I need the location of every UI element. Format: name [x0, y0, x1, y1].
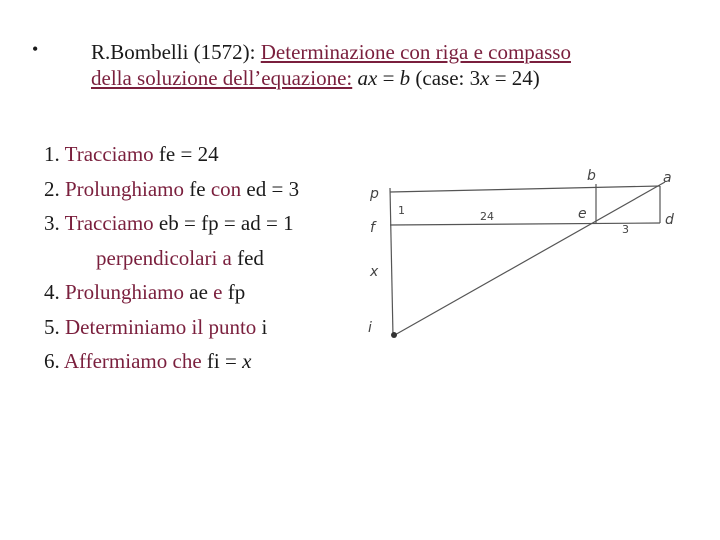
step-verb: Prolunghiamo — [65, 280, 184, 304]
point-i — [391, 332, 397, 338]
label-f: f — [370, 220, 375, 236]
step-verb: Tracciamo — [64, 211, 154, 235]
steps-list — [44, 137, 299, 379]
step-variable: x — [242, 349, 252, 373]
step-verb: Tracciamo — [64, 142, 154, 166]
step-object: ae — [184, 280, 214, 304]
label-d: d — [665, 212, 674, 228]
label-b: b — [587, 168, 596, 184]
label-e: e — [578, 206, 587, 222]
step-number: 1. — [44, 142, 65, 166]
step-4 — [44, 275, 299, 310]
step-number: 2. — [44, 176, 65, 201]
step-number: 5. — [44, 314, 65, 339]
step-6 — [44, 344, 299, 379]
label-i: i — [368, 320, 372, 336]
segment-pi — [390, 188, 393, 336]
label-1: 1 — [398, 204, 405, 217]
construction-diagram — [360, 160, 690, 350]
eq-equals: = — [377, 66, 400, 90]
author-text: R.Bombelli (1572): — [91, 40, 261, 64]
step-object: ed = 3 — [241, 176, 300, 201]
title-link-line1[interactable]: Determinazione con riga e compasso — [260, 40, 571, 64]
step-object: fp — [222, 280, 246, 304]
bullet: • — [32, 39, 39, 59]
step-verb: perpendicolari a — [96, 245, 232, 270]
step-object: fi = — [201, 349, 243, 373]
step-number: 4. — [44, 280, 65, 304]
step-object: fe = 24 — [153, 142, 219, 166]
eq-b: b — [399, 66, 411, 90]
step-conjunction: e — [213, 280, 223, 304]
step-conjunction: con — [210, 176, 242, 201]
equation — [357, 66, 410, 90]
case-open: (case: 3 — [410, 66, 481, 90]
case-x: x — [480, 66, 490, 90]
segment-fd — [390, 223, 660, 225]
step-number: 3. — [44, 211, 65, 235]
step-verb: Prolunghiamo — [65, 176, 184, 201]
segment-ai — [393, 182, 665, 336]
step-object: i — [256, 314, 268, 339]
step-1 — [44, 137, 299, 172]
label-a: a — [663, 170, 672, 186]
slide-header — [91, 39, 691, 91]
step-3-continuation — [44, 241, 299, 276]
eq-ax: ax — [357, 66, 378, 90]
step-2 — [44, 172, 299, 207]
case-close: = 24) — [489, 66, 540, 90]
segment-pa — [390, 186, 660, 192]
step-object: fed — [231, 245, 264, 270]
label-p: p — [370, 186, 379, 202]
title-link-line2[interactable]: della soluzione dell’equazione: — [91, 66, 353, 90]
step-object: fe — [184, 176, 211, 201]
label-3: 3 — [622, 223, 629, 236]
step-verb: Determiniamo il punto — [65, 314, 257, 339]
step-object: eb = fp = ad = 1 — [153, 211, 294, 235]
label-x: x — [370, 264, 379, 280]
label-24: 24 — [480, 210, 494, 223]
step-5 — [44, 310, 299, 345]
step-number: 6. — [44, 349, 64, 373]
step-3 — [44, 206, 299, 241]
step-verb: Affermiamo che — [63, 349, 202, 373]
